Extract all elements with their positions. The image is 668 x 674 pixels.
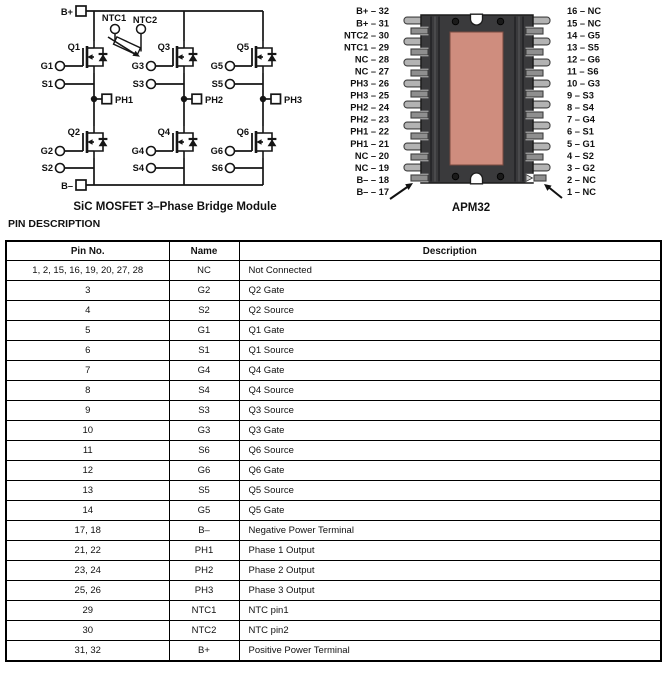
- pin-no-cell: 1, 2, 15, 16, 19, 20, 27, 28: [6, 261, 169, 281]
- pin-no-cell: 4: [6, 301, 169, 321]
- package-pin: [411, 154, 428, 160]
- package-pin: [411, 28, 428, 34]
- package-pin-label-left: PH3 – 26: [350, 78, 389, 89]
- table-row: [6, 461, 661, 481]
- pin-no-cell: 21, 22: [6, 541, 169, 561]
- table-row: [6, 301, 661, 321]
- package-pin: [526, 112, 543, 118]
- source-terminal: [56, 164, 65, 173]
- gate-terminal: [56, 62, 65, 71]
- package-pin-label-left: NTC2 – 30: [344, 30, 389, 41]
- bottom-notch: [471, 173, 483, 184]
- pin-no-cell: 3: [6, 281, 169, 301]
- transistor-label: Q6: [236, 127, 249, 137]
- package-pin-label-left: B– – 18: [356, 174, 389, 185]
- package-pin-label-left: PH2 – 24: [350, 102, 389, 113]
- bminus-label: B–: [61, 181, 73, 191]
- transistor-label: Q4: [157, 127, 170, 137]
- pin17-arrow: [390, 183, 413, 199]
- phase-label: PH1: [115, 95, 134, 105]
- source-label: S1: [41, 79, 53, 89]
- description-cell: Q5 Source: [239, 481, 661, 501]
- bridge-schematic: [0, 0, 334, 215]
- gate-label: G4: [131, 146, 144, 156]
- package-pin: [411, 70, 428, 76]
- source-terminal: [147, 164, 156, 173]
- package-pin: [411, 175, 428, 181]
- package-pin-label-left: PH2 – 23: [350, 114, 389, 125]
- phase-terminal: [102, 94, 112, 104]
- name-cell: PH2: [169, 561, 239, 581]
- name-cell: B–: [169, 521, 239, 541]
- pin-no-cell: 31, 32: [6, 641, 169, 662]
- top-notch: [471, 14, 483, 25]
- table-row: [6, 541, 661, 561]
- description-cell: Positive Power Terminal: [239, 641, 661, 662]
- name-cell: G2: [169, 281, 239, 301]
- table-row: [6, 621, 661, 641]
- package-pin: [411, 91, 428, 97]
- pin1-arrow: [544, 184, 562, 198]
- source-terminal: [147, 80, 156, 89]
- gate-terminal: [226, 62, 235, 71]
- name-cell: S3: [169, 401, 239, 421]
- name-cell: G3: [169, 421, 239, 441]
- package-pin: [526, 28, 543, 34]
- source-label: S4: [132, 163, 144, 173]
- package-pin-label-right: 8 – S4: [567, 102, 594, 113]
- package-body-group: [404, 14, 550, 184]
- table-row: [6, 441, 661, 461]
- description-cell: Not Connected: [239, 261, 661, 281]
- name-cell: PH1: [169, 541, 239, 561]
- pin-no-cell: 7: [6, 361, 169, 381]
- phase-terminal: [271, 94, 281, 104]
- mosfet-low-side: [252, 126, 276, 158]
- name-cell: S1: [169, 341, 239, 361]
- package-pin-label-right: 16 – NC: [567, 6, 602, 17]
- package-caption: APM32: [451, 202, 491, 214]
- gate-label: G2: [40, 146, 53, 156]
- pin-no-cell: 11: [6, 441, 169, 461]
- mounting-hole: [497, 18, 504, 25]
- gate-terminal: [226, 147, 235, 156]
- transistor-label: Q1: [67, 42, 80, 52]
- gate-label: G6: [210, 146, 223, 156]
- table-row: [6, 601, 661, 621]
- package-pin-label-left: B+ – 31: [356, 18, 389, 29]
- description-cell: Q3 Gate: [239, 421, 661, 441]
- name-cell: G1: [169, 321, 239, 341]
- package-pin: [526, 70, 543, 76]
- package-pin-label-right: 10 – G3: [567, 78, 601, 89]
- description-cell: Phase 1 Output: [239, 541, 661, 561]
- ntc1-label: NTC1: [101, 13, 127, 23]
- table-row: [6, 261, 661, 281]
- schematic-caption: SiC MOSFET 3–Phase Bridge Module: [73, 201, 277, 213]
- package-pin-label-left: PH1 – 22: [350, 126, 389, 137]
- header-name: Name: [169, 241, 239, 261]
- table-row: [6, 281, 661, 301]
- transistor-label: Q2: [67, 127, 80, 137]
- description-cell: Phase 3 Output: [239, 581, 661, 601]
- package-pin: [526, 133, 543, 139]
- package-pin-label-right: 5 – G1: [567, 138, 595, 149]
- package-pin-label-left: NC – 27: [354, 66, 389, 77]
- name-cell: NC: [169, 261, 239, 281]
- package-pin-label-right: 1 – NC: [567, 186, 596, 197]
- description-cell: NTC pin1: [239, 601, 661, 621]
- name-cell: B+: [169, 641, 239, 662]
- package-pin-label-right: 11 – S6: [567, 66, 599, 77]
- pin-no-cell: 13: [6, 481, 169, 501]
- pin-no-cell: 17, 18: [6, 521, 169, 541]
- package-pin: [526, 49, 543, 55]
- description-cell: Phase 2 Output: [239, 561, 661, 581]
- table-row: [6, 401, 661, 421]
- ntc-thermistor: [102, 13, 157, 57]
- transistor-label: Q5: [236, 42, 249, 52]
- description-cell: Q3 Source: [239, 401, 661, 421]
- source-label: S6: [211, 163, 223, 173]
- gate-terminal: [147, 62, 156, 71]
- bridge-leg: [211, 11, 303, 185]
- package-pin: [411, 49, 428, 55]
- description-cell: Q2 Source: [239, 301, 661, 321]
- description-cell: Q6 Gate: [239, 461, 661, 481]
- package-left-pin-labels: [344, 6, 390, 197]
- table-row: [6, 421, 661, 441]
- bplus-terminal: [61, 6, 86, 17]
- name-cell: PH3: [169, 581, 239, 601]
- phase-terminal: [192, 94, 202, 104]
- pin-description-heading: PIN DESCRIPTION: [8, 218, 101, 230]
- package-pin-label-left: NC – 19: [354, 162, 389, 173]
- package-pin-label-left: NC – 20: [354, 150, 389, 161]
- bridge-leg: [41, 11, 134, 185]
- package-pin-label-right: 12 – G6: [567, 54, 601, 65]
- gate-label: G1: [40, 61, 53, 71]
- header-description: Description: [239, 241, 661, 261]
- package-pin: [534, 175, 546, 181]
- bridge-legs: [41, 11, 303, 185]
- package-pin-label-right: 14 – G5: [567, 30, 601, 41]
- header-pin-no: Pin No.: [6, 241, 169, 261]
- table-row: [6, 381, 661, 401]
- description-cell: Q6 Source: [239, 441, 661, 461]
- package-pin: [526, 154, 543, 160]
- table-row: [6, 581, 661, 601]
- description-cell: Q1 Source: [239, 341, 661, 361]
- table-row: [6, 501, 661, 521]
- gate-terminal: [147, 147, 156, 156]
- package-right-pin-labels: [567, 6, 601, 197]
- package-pin: [411, 112, 428, 118]
- table-row: [6, 321, 661, 341]
- name-cell: G4: [169, 361, 239, 381]
- package-diagram: [334, 0, 668, 215]
- pin-no-cell: 6: [6, 341, 169, 361]
- transistor-label: Q3: [157, 42, 170, 52]
- mosfet-high-side: [83, 41, 107, 73]
- mosfet-high-side: [252, 41, 276, 73]
- description-cell: Q4 Gate: [239, 361, 661, 381]
- bplus-label: B+: [60, 7, 73, 17]
- source-label: S2: [41, 163, 53, 173]
- mosfet-high-side: [173, 41, 197, 73]
- pin-no-cell: 30: [6, 621, 169, 641]
- phase-label: PH3: [284, 95, 303, 105]
- pin-no-cell: 12: [6, 461, 169, 481]
- table-row: [6, 481, 661, 501]
- package-substrate: [450, 32, 503, 165]
- package-pin-label-right: 6 – S1: [567, 126, 594, 137]
- table-row: [6, 641, 661, 662]
- source-terminal: [226, 80, 235, 89]
- package-pin-label-right: 13 – S5: [567, 42, 600, 53]
- pin-no-cell: 29: [6, 601, 169, 621]
- phase-label: PH2: [205, 95, 224, 105]
- table-row: [6, 521, 661, 541]
- package-pin-label-left: PH1 – 21: [350, 138, 389, 149]
- gate-terminal: [56, 147, 65, 156]
- name-cell: S5: [169, 481, 239, 501]
- ntc2-label: NTC2: [132, 15, 158, 25]
- package-pin: [526, 91, 543, 97]
- pin-no-cell: 14: [6, 501, 169, 521]
- pin-description-table: [5, 240, 662, 662]
- package-pin-label-left: PH3 – 25: [350, 90, 389, 101]
- table-row: [6, 361, 661, 381]
- pin-no-cell: 10: [6, 421, 169, 441]
- mounting-hole: [452, 173, 459, 180]
- source-label: S3: [132, 79, 144, 89]
- pin-no-cell: 23, 24: [6, 561, 169, 581]
- package-pin-label-right: 9 – S3: [567, 90, 594, 101]
- name-cell: NTC2: [169, 621, 239, 641]
- table-header-row: [6, 241, 661, 261]
- schematic-rails: [86, 11, 263, 185]
- package-pin-label-right: 3 – G2: [567, 162, 595, 173]
- mosfet-low-side: [83, 126, 107, 158]
- table-row: [6, 561, 661, 581]
- description-cell: Q2 Gate: [239, 281, 661, 301]
- package-pin: [411, 133, 428, 139]
- pin-no-cell: 9: [6, 401, 169, 421]
- package-pin-label-right: 2 – NC: [567, 174, 596, 185]
- description-cell: NTC pin2: [239, 621, 661, 641]
- package-pin-label-right: 15 – NC: [567, 18, 602, 29]
- description-cell: Q1 Gate: [239, 321, 661, 341]
- table-row: [6, 341, 661, 361]
- package-pin-label-left: NTC1 – 29: [344, 42, 389, 53]
- description-cell: Q5 Gate: [239, 501, 661, 521]
- bridge-leg: [132, 11, 224, 185]
- package-pin-label-left: B– – 17: [356, 186, 389, 197]
- name-cell: S2: [169, 301, 239, 321]
- mosfet-low-side: [173, 126, 197, 158]
- source-terminal: [226, 164, 235, 173]
- pin-no-cell: 8: [6, 381, 169, 401]
- mounting-hole: [497, 173, 504, 180]
- name-cell: S4: [169, 381, 239, 401]
- mounting-hole: [452, 18, 459, 25]
- gate-label: G3: [131, 61, 144, 71]
- name-cell: G6: [169, 461, 239, 481]
- pin-no-cell: 25, 26: [6, 581, 169, 601]
- name-cell: S6: [169, 441, 239, 461]
- source-terminal: [56, 80, 65, 89]
- package-pin-label-left: B+ – 32: [356, 6, 389, 17]
- package-pin-label-left: NC – 28: [354, 54, 389, 65]
- pin-no-cell: 5: [6, 321, 169, 341]
- source-label: S5: [211, 79, 223, 89]
- bminus-terminal: [61, 180, 86, 191]
- name-cell: NTC1: [169, 601, 239, 621]
- name-cell: G5: [169, 501, 239, 521]
- description-cell: Q4 Source: [239, 381, 661, 401]
- package-pin-label-right: 4 – S2: [567, 150, 594, 161]
- description-cell: Negative Power Terminal: [239, 521, 661, 541]
- gate-label: G5: [210, 61, 223, 71]
- package-pin-label-right: 7 – G4: [567, 114, 595, 125]
